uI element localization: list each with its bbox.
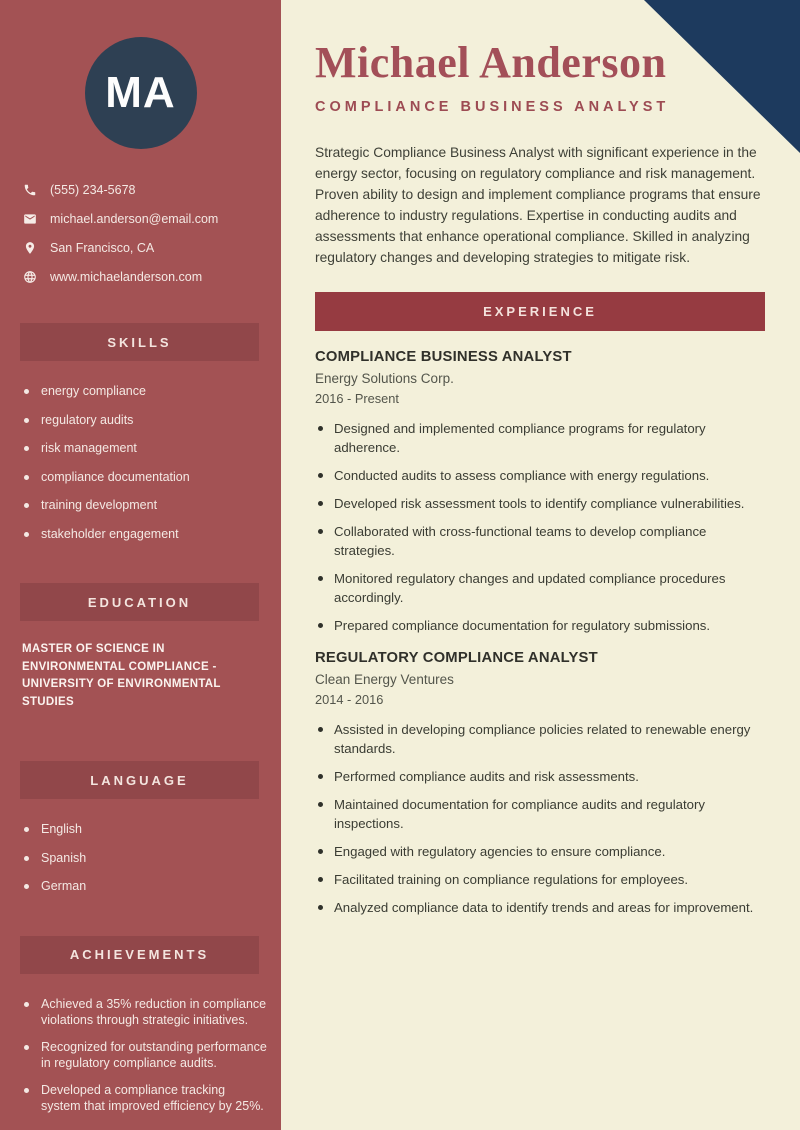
- contact-website: [22, 262, 281, 291]
- contact-email: [22, 204, 281, 233]
- experience-section-header: [315, 292, 765, 331]
- education-section-header: [20, 583, 259, 621]
- job-bullet: Collaborated with cross-functional teams to develop compliance strategies.: [315, 522, 765, 560]
- job-dates: 2016 - Present: [315, 391, 399, 407]
- job-bullet: Engaged with regulatory agencies to ensure compliance.: [315, 842, 765, 861]
- job-bullet: Assisted in developing compliance policies related to renewable energy standards.: [315, 720, 765, 758]
- job-entry: [315, 349, 765, 635]
- profile-summary: Strategic Compliance Business Analyst with significant experience in the energy sector, focusing on regulatory compliance and risk management. Proven ability to design and implement compliance programs that ensure adherence to industry regulations. Expertise in conducting audits and assessments that enhance operational compliance. Skilled in analyzing regulatory changes and developing strategies to mitigate risk.: [315, 145, 761, 266]
- achievements-section-header: [20, 936, 259, 974]
- language-item: English: [22, 821, 267, 838]
- location-icon: [22, 240, 37, 255]
- job-title: REGULATORY COMPLIANCE ANALYST: [315, 650, 598, 667]
- phone-icon: [22, 182, 37, 197]
- language-list: [22, 821, 267, 895]
- language-section-header: [20, 761, 259, 799]
- globe-icon: [22, 269, 37, 284]
- job-bullet: Performed compliance audits and risk assessments.: [315, 767, 765, 786]
- avatar: [85, 37, 197, 149]
- achievement-item: Recognized for outstanding performance in regulatory compliance audits.: [22, 1039, 267, 1072]
- person-job-title: COMPLIANCE BUSINESS ANALYST: [315, 99, 670, 116]
- contact-phone: [22, 175, 281, 204]
- skill-item: compliance documentation: [22, 469, 267, 486]
- job-bullet: Analyzed compliance data to identify trends and areas for improvement.: [315, 898, 765, 917]
- job-company: Energy Solutions Corp.: [315, 371, 454, 387]
- skills-list: [22, 383, 267, 542]
- contact-block: [22, 175, 281, 291]
- skill-item: regulatory audits: [22, 412, 267, 429]
- job-bullet: Conducted audits to assess compliance with energy regulations.: [315, 466, 765, 485]
- achievements-list: [22, 996, 267, 1115]
- email-icon: [22, 211, 37, 226]
- email-address: michael.anderson@email.com: [50, 211, 219, 226]
- job-company: Clean Energy Ventures: [315, 672, 454, 688]
- website-url: www.michaelanderson.com: [50, 269, 203, 284]
- education-title: EDUCATION: [87, 594, 192, 610]
- phone-number: (555) 234-5678: [50, 182, 136, 197]
- job-bullet: Prepared compliance documentation for regulatory submissions.: [315, 616, 765, 635]
- job-bullet: Developed risk assessment tools to identify compliance vulnerabilities.: [315, 494, 765, 513]
- job-dates: 2014 - 2016: [315, 692, 384, 708]
- skill-item: energy compliance: [22, 383, 267, 400]
- achievement-item: Achieved a 35% reduction in compliance violations through strategic initiatives.: [22, 996, 267, 1029]
- location-text: San Francisco, CA: [50, 240, 155, 255]
- person-name: Michael Anderson: [315, 38, 667, 87]
- language-item: German: [22, 878, 267, 895]
- job-bullet: Designed and implemented compliance programs for regulatory adherence.: [315, 419, 765, 457]
- job-entry: [315, 650, 765, 917]
- job-bullet-list: [315, 419, 765, 635]
- skill-item: training development: [22, 497, 267, 514]
- language-item: Spanish: [22, 850, 267, 867]
- experience-title: EXPERIENCE: [483, 304, 597, 320]
- job-bullet: Maintained documentation for compliance audits and regulatory inspections.: [315, 795, 765, 833]
- job-bullet: Facilitated training on compliance regulations for employees.: [315, 870, 765, 889]
- achievement-item: Developed a compliance tracking system that improved efficiency by 25%.: [22, 1082, 267, 1115]
- job-bullet: Monitored regulatory changes and updated compliance procedures accordingly.: [315, 569, 765, 607]
- skills-title: SKILLS: [107, 334, 172, 350]
- sidebar: [0, 0, 281, 1130]
- skill-item: risk management: [22, 440, 267, 457]
- skills-section-header: [20, 323, 259, 361]
- avatar-initials: MA: [105, 68, 176, 117]
- main-content: [281, 0, 800, 1130]
- contact-location: [22, 233, 281, 262]
- skill-item: stakeholder engagement: [22, 526, 267, 543]
- education-degree: MASTER OF SCIENCE IN ENVIRONMENTAL COMPLIANCE - UNIVERSITY OF ENVIRONMENTAL STUDIES: [22, 643, 221, 708]
- job-title: COMPLIANCE BUSINESS ANALYST: [315, 349, 572, 366]
- language-title: LANGUAGE: [90, 772, 189, 788]
- achievements-title: ACHIEVEMENTS: [69, 947, 210, 962]
- job-bullet-list: [315, 720, 765, 917]
